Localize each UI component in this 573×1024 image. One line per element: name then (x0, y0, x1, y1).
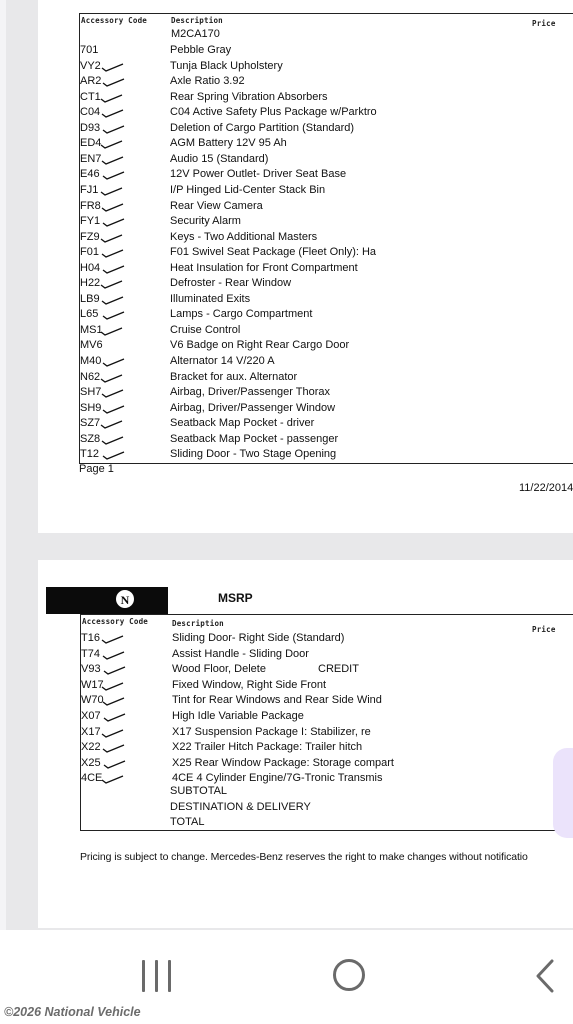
check-mark-icon (102, 77, 126, 87)
check-mark-icon (101, 108, 125, 118)
total-label: SUBTOTAL (170, 785, 228, 797)
header2-description: Description (172, 619, 224, 628)
accessory-code: AR2 (80, 75, 102, 88)
accessory-code: 4CE (81, 772, 103, 785)
accessory-description: 12V Power Outlet- Driver Seat Base (170, 168, 347, 181)
check-mark-icon (103, 712, 127, 722)
accessory-code: FJ1 (80, 183, 99, 196)
check-mark-icon (102, 217, 126, 227)
accessory-code: SZ7 (80, 417, 101, 430)
check-mark-icon (101, 202, 125, 212)
accessory-description: Airbag, Driver/Passenger Thorax (170, 386, 330, 399)
check-mark-icon (101, 634, 125, 644)
accessory-description: Sliding Door- Right Side (Standard) (172, 632, 345, 644)
table2-top-rule (80, 614, 573, 615)
check-mark-icon (102, 170, 126, 180)
accessory-code: T16 (81, 632, 100, 644)
accessory-description: X25 Rear Window Package: Storage compart (172, 756, 394, 769)
accessory-description: Security Alarm (170, 215, 241, 228)
accessory-code: V93 (81, 663, 101, 676)
accessory-description: Seatback Map Pocket - passenger (170, 432, 339, 445)
check-mark-icon (100, 186, 124, 196)
accessory-description: Bracket for aux. Alternator (170, 370, 298, 383)
check-mark-icon (101, 774, 125, 784)
total-label: DESTINATION & DELIVERY (170, 800, 311, 813)
check-mark-icon (102, 743, 126, 753)
accessory-code: X22 (81, 741, 101, 754)
accessory-code: H04 (80, 261, 101, 274)
accessory-code: MV6 (80, 339, 103, 352)
check-mark-icon (102, 264, 126, 274)
accessory-code: E46 (80, 168, 100, 181)
check-mark-icon (100, 373, 124, 383)
accessory-code: SH7 (80, 386, 102, 399)
accessory-code: C04 (80, 106, 101, 119)
back-icon[interactable] (532, 959, 562, 993)
accessory-code: X25 (81, 756, 101, 769)
accessory-description: Illuminated Exits (170, 292, 251, 305)
accessory-description: Alternator 14 V/220 A (170, 355, 275, 367)
check-mark-icon (101, 681, 125, 691)
accessory-description: Cruise Control (170, 323, 241, 336)
table2-left-rule (80, 614, 81, 830)
accessory-description: High Idle Variable Package (172, 710, 304, 722)
accessory-code: M40 (80, 355, 102, 367)
msrp-title: MSRP (218, 591, 253, 605)
check-mark-icon (101, 248, 125, 258)
accessory-code: L65 (80, 308, 99, 321)
accessory-description: Heat Insulation for Front Compartment (170, 261, 358, 274)
check-mark-icon (100, 326, 124, 336)
check-mark-icon (103, 665, 127, 675)
accessory-code: X07 (81, 710, 101, 722)
accessory-description: F01 Swivel Seat Package (Fleet Only): Ha (170, 246, 377, 259)
accessory-code: 701 (80, 44, 99, 56)
accessory-description: X17 Suspension Package I: Stabilizer, re (172, 725, 371, 738)
check-mark-icon (101, 155, 125, 165)
check-mark-icon (100, 279, 124, 289)
dealer-logo (114, 588, 136, 610)
accessory-description: Wood Floor, Delete (172, 663, 266, 676)
accessory-description: Rear View Camera (170, 199, 263, 212)
table-top-rule (79, 13, 573, 14)
check-mark-icon (101, 62, 125, 72)
accessory-code: SH9 (80, 401, 102, 414)
header-price: Price (532, 19, 556, 28)
accessory-code: MS1 (80, 323, 103, 336)
edge-panel-handle[interactable] (553, 748, 573, 838)
watermark: ©2026 National Vehicle (4, 1005, 141, 1019)
accessory-description: Lamps - Cargo Compartment (170, 308, 313, 321)
check-mark-icon (100, 233, 124, 243)
check-mark-icon (100, 93, 124, 103)
check-mark-icon (101, 435, 125, 445)
accessory-description: V6 Badge on Right Rear Cargo Door (170, 339, 350, 352)
total-label: TOTAL (170, 816, 205, 829)
accessory-description: Audio 15 (Standard) (170, 152, 269, 165)
table-bottom-rule (79, 463, 573, 464)
pricing-notice: Pricing is subject to change. Mercedes-Benz reserves the right to make changes without notificatio (80, 851, 528, 863)
check-mark-icon (100, 419, 124, 429)
check-mark-icon (101, 295, 125, 305)
accessory-code: W17 (81, 678, 104, 691)
accessory-code: H22 (80, 277, 101, 290)
accessory-description: Deletion of Cargo Partition (Standard) (170, 121, 355, 134)
accessory-description: Axle Ratio 3.92 (170, 75, 245, 88)
recent-apps-icon[interactable] (142, 960, 172, 992)
accessory-description: I/P Hinged Lid-Center Stack Bin (170, 183, 326, 196)
accessory-code: T12 (80, 448, 99, 461)
check-mark-icon (102, 124, 126, 134)
table2-bottom-rule (80, 830, 573, 831)
header2-accessory-code: Accessory Code (82, 617, 149, 626)
accessory-description: Assist Handle - Sliding Door (172, 647, 309, 660)
accessory-code: LB9 (80, 292, 100, 305)
left-edge (0, 0, 6, 930)
header-accessory-code: Accessory Code (81, 16, 148, 25)
accessory-description: Tunja Black Upholstery (170, 59, 283, 72)
accessory-description: Tint for Rear Windows and Rear Side Wind (172, 694, 382, 707)
accessory-code: VY2 (80, 59, 101, 72)
home-icon[interactable] (333, 959, 365, 991)
accessory-description: Seatback Map Pocket - driver (170, 417, 315, 430)
check-mark-icon (101, 728, 125, 738)
check-mark-icon (101, 388, 125, 398)
accessory-code: FZ9 (80, 230, 100, 243)
check-mark-icon (100, 139, 124, 149)
accessory-code: ED4 (80, 137, 102, 150)
accessory-code: D93 (80, 121, 101, 134)
accessory-description: X22 Trailer Hitch Package: Trailer hitch (172, 741, 363, 754)
accessory-code: FY1 (80, 215, 101, 228)
accessory-code: W70 (81, 694, 104, 707)
accessory-code: N62 (80, 370, 101, 383)
accessory-description: Keys - Two Additional Masters (170, 230, 318, 243)
accessory-code: FR8 (80, 199, 101, 212)
accessory-description: Rear Spring Vibration Absorbers (170, 90, 328, 103)
accessory-code: SZ8 (80, 432, 101, 445)
accessory-code: F01 (80, 246, 99, 259)
accessory-description: 4CE 4 Cylinder Engine/7G-Tronic Transmis (172, 772, 383, 785)
accessory-description: Airbag, Driver/Passenger Window (170, 401, 336, 414)
accessory-code: CT1 (80, 90, 101, 103)
header-description: Description (171, 16, 223, 25)
accessory-description: AGM Battery 12V 95 Ah (170, 137, 287, 150)
accessory-code: EN7 (80, 152, 102, 165)
accessory-description: Defroster - Rear Window (170, 277, 292, 290)
check-mark-icon (102, 310, 126, 320)
accessory-description: C04 Active Safety Plus Package w/Parktro (170, 106, 377, 119)
logo-letter: N (120, 593, 130, 607)
model-line: M2CA170 (171, 28, 220, 40)
check-mark-icon (102, 696, 126, 706)
check-mark-icon (102, 450, 126, 460)
accessory-description: Pebble Gray (170, 44, 232, 56)
page-number: Page 1 (79, 463, 114, 475)
accessory-description: Sliding Door - Two Stage Opening (170, 448, 337, 461)
check-mark-icon (102, 357, 126, 367)
accessory-code: T74 (81, 647, 100, 660)
accessory-code: X17 (81, 725, 101, 738)
check-mark-icon (102, 650, 126, 660)
check-mark-icon (102, 404, 126, 414)
logo-banner (46, 587, 168, 614)
credit-note: CREDIT (318, 663, 359, 676)
check-mark-icon (103, 759, 127, 769)
accessory-description: Fixed Window, Right Side Front (172, 678, 327, 691)
print-date: 11/22/2014 (519, 482, 573, 494)
header2-price: Price (532, 625, 556, 634)
